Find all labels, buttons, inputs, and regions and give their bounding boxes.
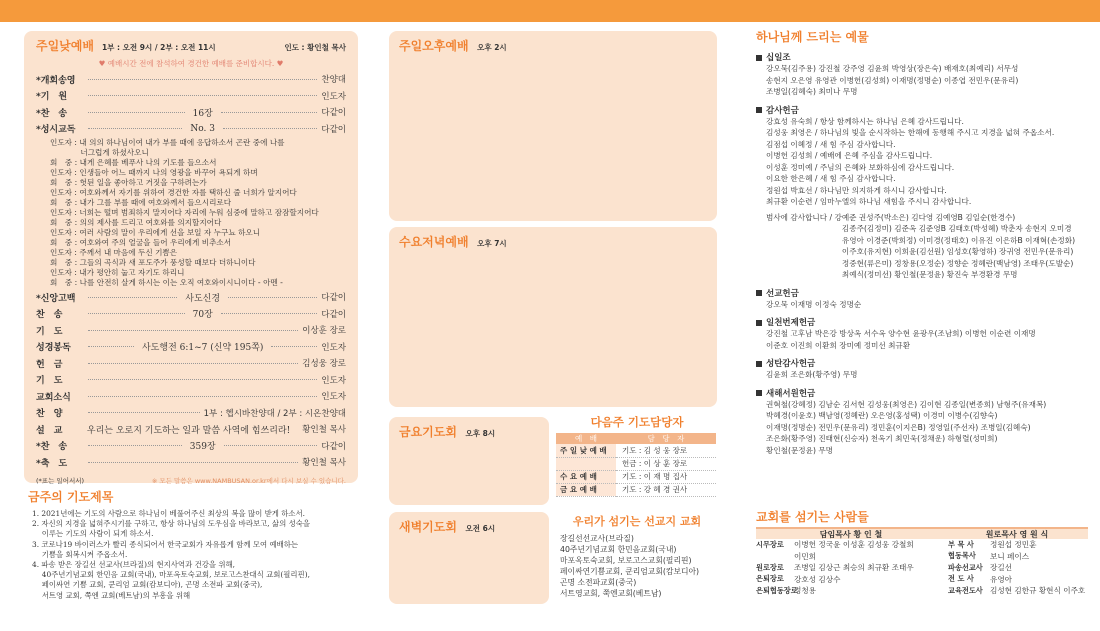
next-week-row (556, 470, 716, 483)
worship-item-label: *성시교독 (36, 125, 76, 136)
worship-item-label: *개회송영 (36, 75, 76, 86)
offering-line: 이성훈 정미예 / 주님의 은혜와 보화하심에 감사드립니다. (766, 162, 955, 172)
offering-line: 조은화(황주영) 진태현(신승자) 천옥기 최민욱(정채운) 하형렬(성미희) (766, 434, 998, 443)
responsive-line: 회 중 : 의의 제사를 드리고 여호와를 의지할지어다 (50, 218, 222, 227)
next-week-person: 헌금 : 이 상 훈 장로 (622, 459, 688, 468)
worship-bottom-row (36, 289, 346, 306)
next-week-person: 기도 : 김 성 웅 장로 (622, 445, 688, 455)
offering-section-title: 새해서원헌금 (766, 388, 816, 399)
leader-dots (88, 95, 317, 96)
responsive-line: 회 중 : 내가 그를 부를 때에 여호와께서 들으시리로다 (50, 198, 232, 207)
leader-dots (223, 128, 317, 129)
worship-item-responsible: 김성웅 장로 (302, 359, 346, 370)
leader-dots (88, 313, 185, 314)
prayer-topic-line: 서트영 교회, 쭉엔 교회(베트남)의 부흥을 위해 (32, 590, 191, 600)
offering-line: 이요한 한은혜 / 새 힘 주심 감사합니다. (766, 174, 896, 183)
servant-row (756, 551, 1088, 563)
leader-dots (88, 379, 317, 380)
worship-item-content: 사도신경 (181, 291, 224, 304)
servant-row (756, 574, 1088, 586)
worship-item-responsible: 다같이 (321, 124, 347, 135)
worship-item-label: 교회소식 (36, 392, 71, 403)
sunday-notice: ♥ 예배시간 전에 참석하여 경건한 예배를 준비합시다. ♥ (98, 59, 284, 68)
worship-item-responsible: 황인철 목사 (302, 425, 346, 436)
leader-dots (88, 445, 182, 446)
worship-item-label: 기 도 (36, 376, 63, 387)
worship-bottom-row (36, 372, 346, 389)
responsive-line: 인도자 : 내가 평안히 눕고 자기도 하리니 (50, 268, 185, 277)
next-week-service: 금 요 예 배 (556, 483, 616, 496)
leader-dots (224, 445, 318, 446)
offering-line: 김점섭 이혜정 / 새 힘 주심 감사합니다. (766, 139, 896, 149)
offering-line: 이준호 이진희 이환희 장미예 정미선 최규환 (766, 340, 911, 350)
offering-section-title: 감사헌금 (766, 105, 799, 116)
responsive-line: 인도자 : 인생들아 어느 때까지 나의 영광을 바꾸어 욕되게 하며 (50, 168, 258, 177)
prayer-topic-line: 40주년기념교회 한민음 교회(국내), 마포옥토숙교회, 보로고스찬대식 교회(필리핀), (32, 570, 310, 580)
worship-item-content: 사도행전 6:1~7 (신약 195쪽) (138, 340, 267, 353)
offering-section-head (756, 316, 1091, 328)
bullet-square-icon (756, 361, 762, 367)
worship-bottom-row (36, 438, 346, 455)
servants-title: 교회를 섬기는 사람들 (756, 510, 869, 524)
prayer-topic-line: 3. 코로나19 바이러스가 빨리 종식되어서 한국교회가 자유롭게 함께 모여 예배하는 (32, 539, 299, 549)
prayer-topic-line: 기쁨을 회복시켜 주옵소서. (32, 549, 128, 559)
next-week-row (556, 483, 716, 496)
servant-names: 김성현 김한규 황현식 이주호 (990, 586, 1086, 596)
servant-role: 파송선교사 (948, 562, 983, 572)
dawn-panel (389, 512, 549, 604)
sunday-afternoon-panel (389, 31, 717, 221)
worship-item-responsible: 1부 : 헵시바찬양대 / 2부 : 시온찬양대 (203, 408, 346, 419)
responsive-line: 회 중 : 내게 은혜를 베푸사 나의 기도를 들으소서 (50, 158, 217, 167)
worship-item-label: *찬 송 (36, 108, 68, 119)
dawn-title: 새벽기도회 (399, 520, 457, 534)
leader-dots (88, 346, 134, 347)
worship-item-label: 찬 양 (36, 409, 63, 420)
servant-role: 교육전도사 (948, 585, 983, 595)
worship-bottom-row (36, 405, 346, 422)
next-week-service: 주 일 낮 예 배 (556, 444, 616, 457)
offering-section-head (756, 387, 1091, 399)
offering-section-head (756, 357, 1091, 369)
servant-names: 조병일 김상근 최승의 최규환 조태우 (794, 563, 914, 573)
prayer-topic-line: 1. 2021년에는 기도의 사람으로 하나님이 베풀어주신 최상의 복을 많이 받게 하소서. (32, 509, 306, 518)
sunday-service-leader: 인도 : 황인철 목사 (284, 43, 346, 52)
responsive-line: 인도자 : 내 의의 하나님이여 내가 부를 때에 응답하소서 곤란 중에 나를 (50, 138, 285, 147)
offering-line: 정중현(류은미) 정창용(오정순) 정향순 정혜란(백남영) 조태우(도발순) (766, 258, 1074, 268)
next-week-service (556, 457, 616, 470)
offering-section-title: 성탄감사헌금 (766, 359, 816, 369)
servant-row (756, 539, 1088, 551)
bullet-square-icon (756, 320, 762, 326)
missions-title: 우리가 섬기는 선교지 교회 (572, 515, 702, 528)
offering-line: 유영아 이경준(박희정) 이미경(정태호) 이유진 이은하B 이재혁(손정화) (766, 235, 1076, 245)
leader-dots (271, 346, 317, 347)
servant-role: 전 도 사 (948, 574, 974, 584)
leader-dots (88, 128, 182, 129)
offering-line: 김윤희 조은화(황주영) 무명 (766, 370, 858, 379)
offerings-title: 하나님께 드리는 예물 (756, 30, 869, 44)
responsive-line: 회 중 : 나를 안전히 살게 하시는 이는 오직 여호와이시니이다 - 아멘 - (50, 278, 283, 287)
responsive-line: 인도자 : 주께서 내 마음에 두신 기쁨은 (50, 248, 178, 257)
worship-item-label: *축 도 (36, 458, 68, 469)
dawn-time: 오전 6시 (465, 524, 496, 533)
servant-row (756, 585, 1088, 597)
offering-line: 강진철 고후남 박은강 방상옥 서수옥 양수현 윤광우(조남희) 이병헌 이순련 이재명 (766, 329, 1036, 338)
servant-names: 유영아 (990, 574, 1013, 584)
missions (556, 513, 718, 599)
offering-line: 강오묵(김주용) 강진철 강주영 김윤희 박영상(장은숙) 배재호(최예리) 서무성 (766, 64, 1019, 73)
offering-line: 범사에 감사합니다 / 강예준 권성주(박소은) 김다영 김예영B 김일순(한경수) (766, 212, 1016, 222)
worship-item-label: 설 교 (36, 425, 63, 436)
mission-item: 40주년기념교회 한민음교회(국내) (560, 545, 677, 554)
bullet-square-icon (756, 55, 762, 61)
servant-role: 부 목 사 (948, 539, 974, 549)
mission-item: 페이싸연기쁨교회, 쿤리엄교회(캄보디아) (560, 567, 700, 576)
wednesday-title: 수요저녁예배 (399, 235, 469, 249)
sermon-website-note: ※ 모든 말씀은 www.NAMBUSAN.or.kr에서 다시 보실 수 있습니다. (151, 476, 346, 485)
wednesday-time: 오후 7시 (477, 239, 507, 248)
worship-top-row (36, 71, 346, 88)
mission-item: 서트영교회, 쭉엔교회(베트남) (560, 589, 662, 598)
responsive-line: 회 중 : 헛된 일을 좋아하고 거짓을 구하려는가 (50, 178, 207, 187)
offering-section-head (756, 287, 1091, 299)
worship-item-responsible: 다같이 (321, 441, 347, 452)
worship-bottom-row (36, 322, 346, 339)
servant-names: 정원섭 정민훈 (990, 540, 1037, 550)
leader-dots (221, 112, 318, 113)
offering-line: 황인철(문정윤) 무명 (766, 445, 834, 455)
prayer-topics (28, 488, 363, 601)
worship-top-row (36, 88, 346, 105)
next-week-head-person: 담 당 자 (647, 434, 685, 443)
worship-item-responsible: 인도자 (321, 375, 346, 386)
leader-dots (88, 412, 200, 413)
prayer-topic-line: 이루는 기도의 사람이 되게 하소서. (32, 529, 154, 539)
leader-dots (88, 363, 298, 364)
offering-line: 이병헌 김성희 / 예배에 은혜 주심을 감사드립니다. (766, 151, 933, 160)
servant-names: 보니 페이스 (990, 551, 1030, 561)
offering-section-title: 일천번제헌금 (766, 318, 816, 328)
leader-dots (88, 330, 298, 331)
responsive-line: 회 중 : 그들의 곡식과 새 포도주가 풍성할 때보다 더하니이다 (50, 258, 256, 267)
offering-section (756, 212, 1091, 281)
servants (756, 508, 1088, 597)
worship-item-content: 70장 (189, 307, 217, 320)
servant-row (756, 562, 1088, 574)
leader-dots (88, 79, 317, 80)
responsive-line: 회 중 : 여호와여 주의 얼굴을 들어 우리에게 비추소서 (50, 238, 232, 247)
prayer-topics-title: 금주의 기도제목 (28, 490, 114, 504)
offering-section (756, 316, 1091, 351)
worship-bottom-row (36, 339, 346, 356)
worship-bottom-row (36, 454, 346, 471)
worship-item-label: *기 원 (36, 92, 68, 103)
next-week-leaders (556, 414, 718, 497)
leader-dots (228, 297, 317, 298)
leader-dots (221, 313, 318, 314)
offering-section-title: 십일조 (766, 53, 791, 63)
worship-item-responsible: 황인철 목사 (302, 458, 346, 469)
servant-role: 원로장로 (756, 562, 784, 572)
worship-top-row (36, 121, 346, 138)
worship-item-responsible: 다같이 (321, 108, 347, 119)
bullet-square-icon (756, 107, 762, 113)
servant-role: 은퇴협동장로 (756, 585, 798, 595)
worship-item-label: 성경봉독 (36, 343, 71, 354)
emeritus-pastor: 원로목사 영 원 식 (985, 529, 1049, 539)
offering-line: 조병일(김혜숙) 최미나 무명 (766, 87, 858, 96)
offering-line: 박혜경(이윤호) 백남영(정혜란) 오은영(홍성택) 이경미 이병수(김향숙) (766, 411, 998, 420)
worship-item-responsible: 인도자 (321, 342, 347, 353)
sunday-service-times: 1부 : 오전 9시 / 2부 : 오전 11시 (101, 43, 216, 52)
offering-line: 이재명(정명순) 전민우(문유리) 정민훈(이지은B) 정영일(주선자) 조병일(김혜숙) (766, 422, 1031, 432)
offering-section (756, 51, 1091, 98)
worship-top-row (36, 104, 346, 121)
worship-bottom-row (36, 306, 346, 323)
responsive-line: 너그럽게 하셨사오니 (50, 148, 149, 157)
leader-dots (88, 396, 317, 397)
offering-section-title: 선교헌금 (766, 288, 799, 299)
worship-item-label: 기 도 (36, 326, 63, 337)
offering-section (756, 357, 1091, 381)
servant-role: 은퇴장로 (756, 574, 784, 584)
order-of-worship-bottom (36, 289, 346, 471)
servant-role: 협동목사 (948, 551, 976, 561)
next-week-person: 기도 : 강 혜 경 권사 (622, 485, 688, 494)
sunday-service-panel (24, 31, 358, 483)
worship-bottom-row (36, 421, 346, 438)
offering-line: 김종주(김정미) 김준옥 김준영B 김태호(박성혜) 박춘자 송현지 오미경 (766, 224, 1072, 233)
prayer-topic-line: 2. 자신의 지경을 넓혀주시기를 구하고, 항상 하나님의 도우심을 바라보고, 삶의 성숙을 (32, 519, 310, 529)
friday-time: 오후 8시 (465, 429, 496, 438)
offering-line: 이주호(유지현) 이희윤(김선원) 임성호(황영하) 장귀영 전민우(문유리) (766, 247, 1074, 256)
leader-dots (88, 462, 298, 463)
worship-item-label: 찬 송 (36, 310, 63, 321)
offering-line: 김성웅 최영은 / 하나님의 빛을 순시작하는 한해에 동행해 주시고 지경을 넓혀 주옵소서. (766, 128, 1055, 137)
bullet-square-icon (756, 390, 762, 396)
worship-item-responsible: 다같이 (321, 309, 347, 320)
worship-item-content: No. 3 (186, 124, 219, 134)
worship-item-content: 16장 (189, 106, 217, 119)
next-week-service: 수 요 예 배 (556, 470, 616, 483)
offering-line: 강오묵 이재명 이정숙 정명순 (766, 299, 862, 309)
next-week-head-service: 예 배 (575, 434, 597, 443)
responsive-line: 인도자 : 너희는 떨며 범죄하지 말지어다 자리에 누워 심중에 말하고 잠잠할지어다 (50, 208, 319, 217)
worship-item-responsible: 이상훈 장로 (302, 326, 346, 337)
sunday-afternoon-title: 주일오후예배 (399, 39, 469, 53)
servant-names: 이병헌 정국윤 이성훈 김성웅 강철희 (794, 540, 914, 550)
worship-item-label: 헌 금 (36, 359, 63, 370)
offering-section (756, 104, 1091, 208)
worship-item-responsible: 인도자 (321, 392, 346, 403)
worship-item-responsible: 다같이 (321, 293, 347, 304)
next-week-row (556, 444, 716, 457)
friday-title: 금요기도회 (399, 425, 457, 439)
worship-bottom-row (36, 388, 346, 405)
worship-item-label: *찬 송 (36, 442, 68, 453)
offering-section (756, 387, 1091, 457)
responsive-line: 인도자 : 여러 사람의 말이 우리에게 선을 보일 자 누구뇨 하오니 (50, 228, 261, 237)
servant-role: 시무장로 (756, 539, 784, 549)
leader-dots (88, 297, 177, 298)
senior-pastor: 담임목사 황 인 철 (819, 529, 883, 539)
offering-section-head (756, 51, 1091, 63)
prayer-topic-line: 페이싸연 기쁨 교회, 쿤리엄 교회(캄보디아), 곤명 소전파 교회(중국), (32, 580, 263, 590)
offering-line: 강효성 유숙희 / 항상 함께하시는 하나님 은혜 감사드립니다. (766, 116, 964, 126)
offering-section (756, 287, 1091, 311)
offering-line: 송현지 오은영 유영관 이병헌(김성희) 이재명(정명순) 이종엽 전민우(문유리) (766, 75, 1019, 85)
bullet-square-icon (756, 290, 762, 296)
worship-item-content: 359장 (186, 439, 220, 452)
responsive-line: 인도자 : 여호와께서 자기를 위하여 경건한 자를 택하신 줄 너희가 알지어다 (50, 188, 297, 197)
mission-item: 곤명 소전파교회(중국) (560, 578, 637, 587)
prayer-topic-line: 4. 파송 받은 장길선 선교사(브라질)의 현지사역과 건강을 위해, (32, 560, 235, 570)
worship-item-label: *신앙고백 (36, 293, 76, 304)
leader-dots (88, 112, 185, 113)
next-week-title: 다음주 기도담당자 (590, 415, 684, 429)
mission-item: 장길선선교사(브라질) (560, 534, 634, 543)
sunday-afternoon-time: 오후 2시 (477, 43, 507, 52)
offering-line: 정원섭 박효선 / 하나님만 의지하게 하시니 감사합니다. (766, 185, 947, 195)
order-of-worship-top (36, 71, 346, 137)
wednesday-panel (389, 227, 717, 407)
servant-names: 강호성 김상수 (794, 574, 841, 584)
next-week-row (556, 457, 716, 470)
mission-item: 마포옥토숙교회, 보로고스교회(필리핀) (560, 556, 692, 565)
offering-line: 최예식(정미선) 황인철(문정윤) 황진숙 부경환경 무명 (766, 270, 1018, 279)
next-week-table (556, 433, 716, 497)
worship-item-responsible: 찬양대 (321, 75, 346, 86)
servant-names: 정청용 (794, 586, 817, 596)
offering-line: 최규환 이순련 / 임마누엘의 하나님 새힘을 주시니 감사합니다. (766, 197, 972, 206)
worship-item-content: 우리는 오로지 기도하는 일과 말씀 사역에 힘쓰리라! (83, 423, 294, 436)
offering-line: 권혁철(강혜정) 김남순 김서현 김성웅(최영은) 김이현 김종일(변종희) 남형주(유재복) (766, 399, 1047, 409)
top-color-bar (0, 0, 1100, 22)
servant-names: 장길선 (990, 563, 1013, 573)
worship-bottom-row (36, 355, 346, 372)
standing-note: (*표는 일어서서) (36, 476, 85, 485)
offerings (756, 28, 1091, 456)
sunday-service-title: 주일낮예배 (36, 39, 94, 53)
worship-item-responsible: 인도자 (321, 91, 346, 102)
next-week-person: 기도 : 이 재 명 집사 (622, 472, 688, 481)
friday-panel (389, 417, 549, 505)
offering-section-head (756, 104, 1091, 116)
servant-names: 이민희 (794, 551, 817, 561)
responsive-reading (36, 138, 346, 288)
